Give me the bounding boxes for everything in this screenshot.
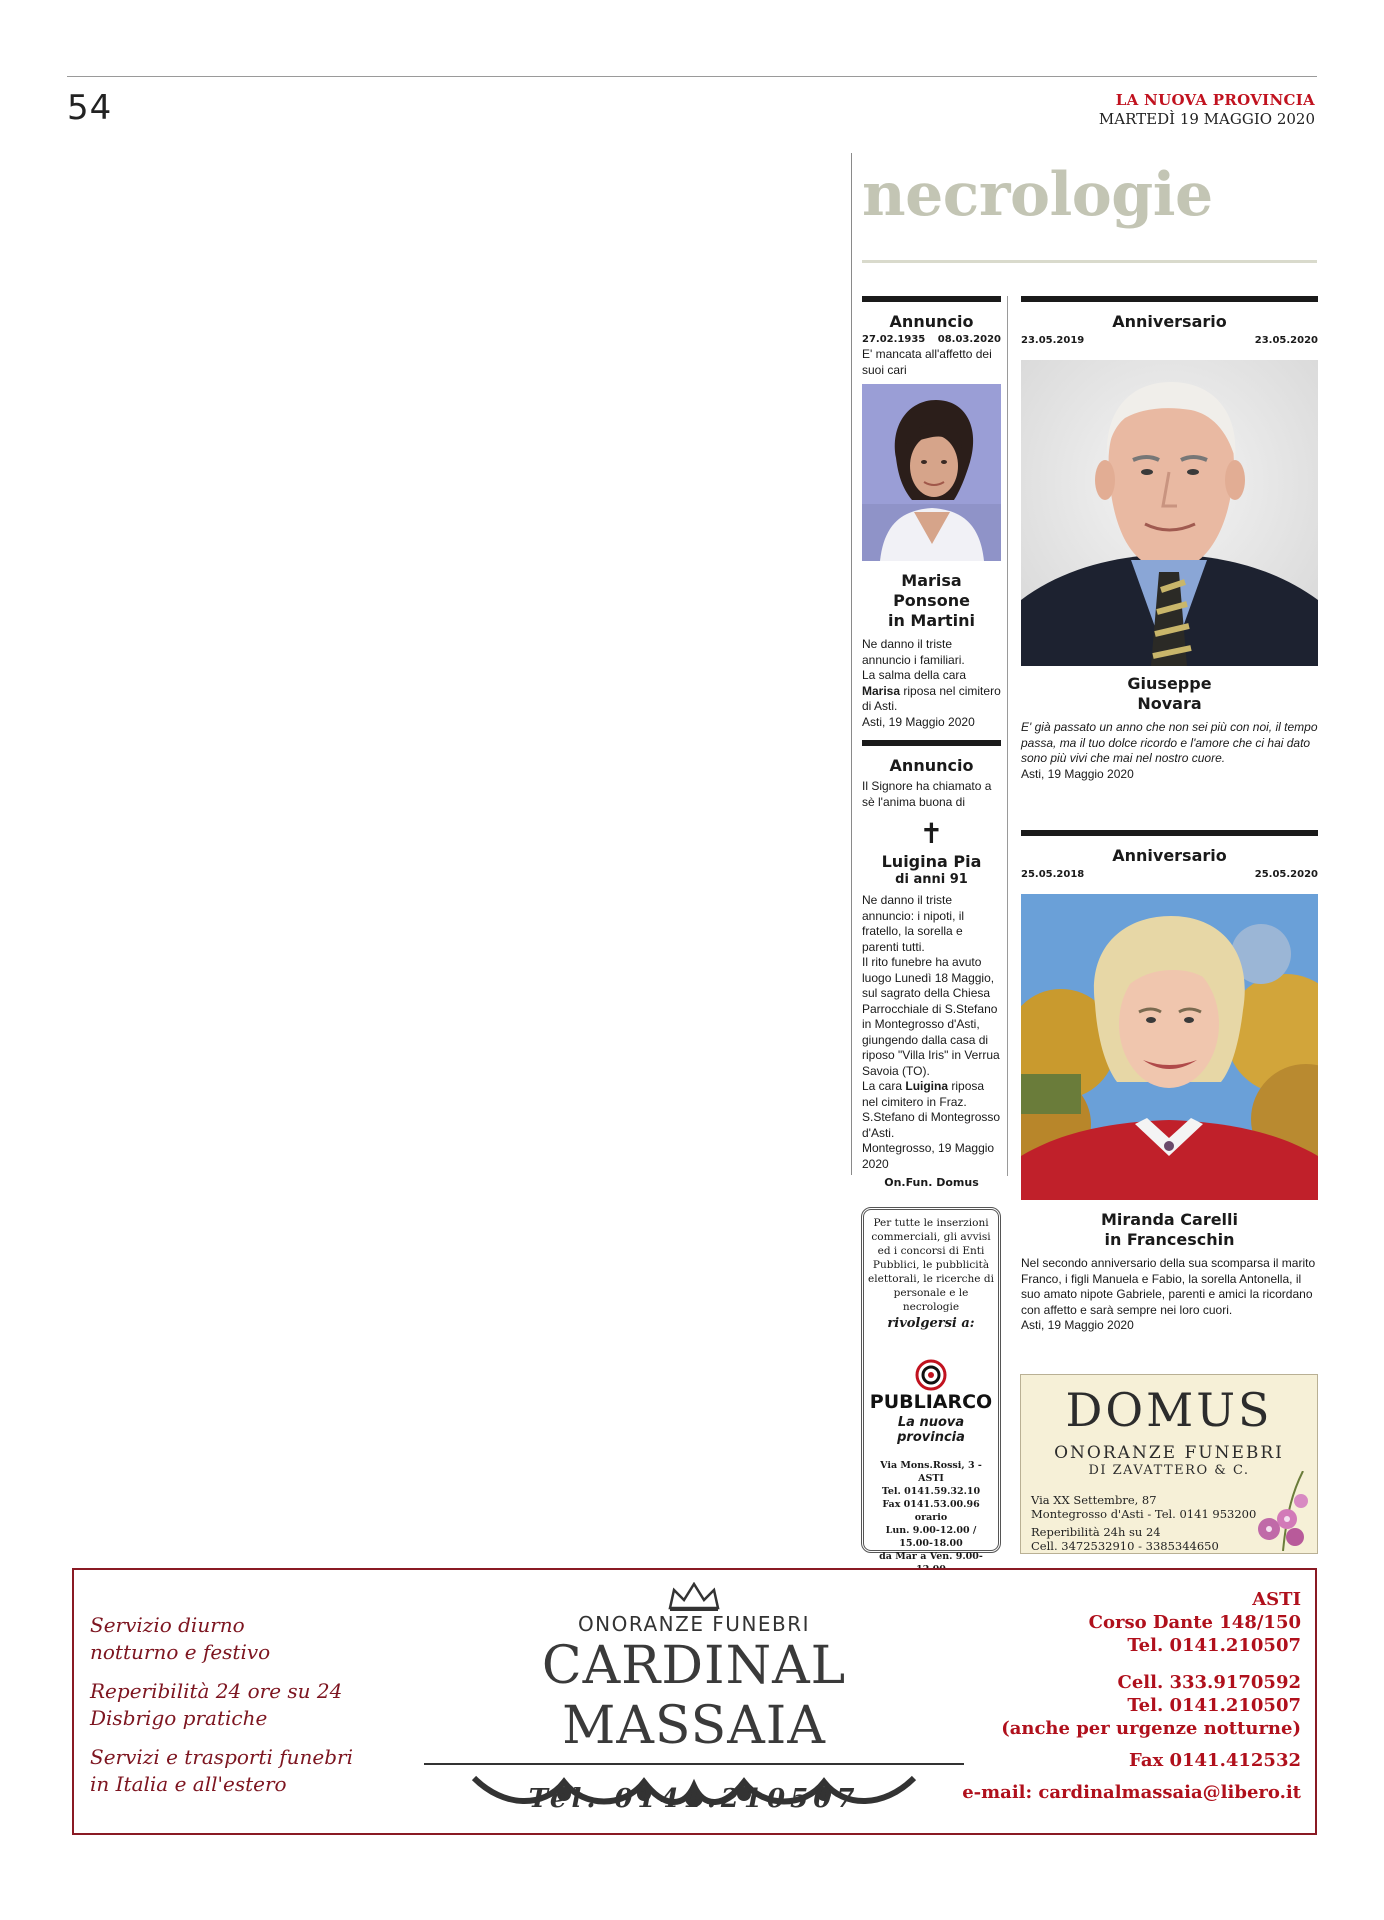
place-date: Montegrosso, 19 Maggio 2020 [862, 1141, 995, 1171]
text-bold: Marisa [862, 683, 901, 698]
page-number: 54 [67, 88, 113, 128]
cm-city: ASTI [1252, 1589, 1301, 1610]
cm-logo [414, 1582, 974, 1818]
cm-brand: CARDINAL MASSAIA [541, 1636, 847, 1756]
notice-text: E' già passato un anno che non sei più con noi, il tempo passa, ma il tuo dolce ricordo e l'amore che ci hai dato sono più vivi che mai nel nostro cuore. [1021, 720, 1318, 765]
notice-text [862, 893, 1001, 1172]
cm-address: Corso Dante 148/150 [1088, 1612, 1301, 1633]
deceased-name [1021, 674, 1318, 714]
cm-tel-1: Tel. 0141.210507 [1127, 1635, 1301, 1656]
column-separator [1007, 296, 1008, 1176]
domus-reperibilita [1031, 1525, 1219, 1553]
ad-fax: Fax 0141.53.00.96 [882, 1499, 980, 1510]
cm-left-2: notturno e festivo [90, 1640, 271, 1664]
cm-contacts [962, 1588, 1301, 1804]
date-to: 25.05.2020 [1254, 869, 1318, 880]
publiarco-logo-text: PUBLIARCO [869, 1391, 993, 1413]
portrait-giuseppe-image [1021, 360, 1318, 666]
cm-tel-2: Tel. 0141.210507 [1127, 1695, 1301, 1716]
date-to: 23.05.2020 [1254, 335, 1318, 346]
ad-hours-2: da Mar a Ven. 9.00- [879, 1551, 983, 1562]
notice-intro: E' mancata all'affetto dei suoi cari [862, 347, 992, 377]
notice-bar [1021, 830, 1318, 836]
ad-intro: Per tutte le inserzioni commerciali, gli avvisi ed i concorsi di Enti Pubblici, le pubblicità elettorali, le ricerche di personale e le necrologie [868, 1217, 994, 1313]
cm-left-6: in Italia e all'estero [90, 1772, 287, 1796]
name-line-1: Giuseppe [1127, 674, 1212, 693]
notice-giuseppe [1021, 296, 1318, 782]
publiarco-ad [861, 1207, 1001, 1562]
cm-cell: Cell. 333.9170592 [1117, 1672, 1301, 1693]
cm-onoranze: ONORANZE FUNEBRI [577, 1612, 811, 1636]
ad-hours-label: orario [914, 1512, 948, 1523]
portrait-giuseppe [1021, 360, 1318, 666]
deceased-name [1021, 1210, 1318, 1250]
text-post: riposa nel cimitero di Asti. [862, 683, 1001, 713]
place-date: Asti, 19 Maggio 2020 [1021, 1318, 1134, 1332]
ad-tel: Tel. 0141.59.32.10 [881, 1486, 981, 1497]
crown-icon [664, 1582, 724, 1612]
date-from: 23.05.2019 [1021, 335, 1085, 346]
cm-night: (anche per urgenze notturne) [1001, 1718, 1301, 1739]
paper-logo: La nuova provincia [897, 1415, 965, 1445]
ad-rivolgersi: rivolgersi a: [887, 1316, 975, 1331]
place-date: Asti, 19 Maggio 2020 [1021, 766, 1134, 781]
section-rule [862, 260, 1317, 263]
cm-left-5: Servizi e trasporti funebri [90, 1745, 354, 1769]
notice-bar [862, 296, 1001, 302]
notice-heading: Anniversario [1112, 312, 1227, 331]
name-line-1: Miranda Carelli [1100, 1210, 1239, 1229]
name-line-1: Marisa Ponsone [893, 571, 970, 610]
notice-text-2 [862, 668, 1001, 715]
notice-text-1: Ne danno il triste annuncio i familiari. [862, 637, 965, 667]
paper-name: LA NUOVA PROVINCIA [1115, 91, 1315, 109]
portrait-marisa-image [862, 384, 1001, 561]
notice-intro: Il Signore ha chiamato a sè l'anima buona di [862, 779, 992, 809]
column-rule [851, 153, 852, 1175]
notice-heading: Annuncio [889, 312, 974, 331]
target-icon [883, 1351, 979, 1391]
cm-left-3: Reperibilità 24 ore su 24 [90, 1679, 343, 1703]
deceased-name: Luigina Pia [881, 852, 982, 871]
name-line-2: Novara [1137, 694, 1202, 713]
ad-hours-1: Lun. 9.00-12.00 / 15.00-18.00 [885, 1525, 977, 1549]
domus-cell: Cell. 3472532910 - 3385344650 [1031, 1539, 1219, 1553]
cross-icon: ✝ [919, 817, 944, 850]
notice-text: Nel secondo anniversario della sua scomparsa il marito Franco, i figli Manuela e Fabio, la sorella Antonella, il suo amato nipote Gabriele, parenti e amici la ricordano con affetto e sarà sempre nei loro cuori. [1021, 1256, 1316, 1317]
portrait-miranda-image [1021, 894, 1318, 1200]
notice-heading: Annuncio [889, 756, 974, 775]
issue-date: MARTEDÌ 19 MAGGIO 2020 [1098, 110, 1315, 128]
notice-text-3 [862, 1079, 1001, 1141]
date-birth: 27.02.1935 [862, 334, 926, 345]
date-death: 08.03.2020 [937, 334, 1001, 345]
notice-bar [1021, 296, 1318, 302]
cardinal-massaia-ad [72, 1568, 1317, 1835]
text-bold: Luigina [905, 1079, 949, 1093]
signature: On.Fun. Domus [884, 1176, 979, 1189]
date-from: 25.05.2018 [1021, 869, 1085, 880]
deceased-name [862, 571, 1001, 631]
cm-tel: Tel. 0141.210507 [528, 1784, 860, 1814]
name-line-2: in Martini [887, 611, 976, 630]
cm-left-1: Servizio diurno [90, 1613, 245, 1637]
section-title: necrologie [862, 160, 1213, 230]
domus-line-2: DI ZAVATTERO & C. [1088, 1463, 1250, 1478]
orchid-icon [1243, 1471, 1313, 1551]
notice-luigina [862, 740, 1001, 1189]
masthead [1099, 91, 1315, 128]
place-date: Asti, 19 Maggio 2020 [862, 714, 975, 729]
domus-address [1031, 1493, 1256, 1521]
domus-ad [1020, 1374, 1318, 1554]
name-line-2: in Franceschin [1104, 1230, 1235, 1249]
notice-text-2: Il rito funebre ha avuto luogo Lunedì 18 Maggio, sul sagrato della Chiesa Parrocchiale di S.Stefano in Montegrosso d'Asti, giungendo dalla casa di riposo "Villa Iris" in Verrua Savoia (TO). [862, 955, 1000, 1078]
ad-address: Via Mons.Rossi, 3 - ASTI [880, 1460, 982, 1484]
domus-address-1: Via XX Settembre, 87 [1031, 1493, 1157, 1507]
notice-text [862, 637, 1001, 730]
notice-bar [862, 740, 1001, 746]
cm-left-4: Disbrigo pratiche [90, 1706, 268, 1730]
notice-marisa [862, 296, 1001, 730]
cm-email: e-mail: cardinalmassaia@libero.it [962, 1782, 1301, 1803]
domus-address-2: Montegrosso d'Asti - Tel. 0141 953200 [1031, 1507, 1257, 1521]
notice-dates [862, 334, 1001, 345]
domus-line-1: ONORANZE FUNEBRI [1054, 1443, 1284, 1463]
notice-dates [1021, 335, 1318, 346]
deceased-age: di anni 91 [895, 872, 968, 887]
notice-miranda [1021, 830, 1318, 1334]
portrait-marisa [862, 384, 1001, 561]
publiarco-logo [868, 1351, 994, 1413]
notice-text-1: Ne danno il triste annuncio: i nipoti, il fratello, la sorella e parenti tutti. [862, 893, 965, 954]
text-pre: La salma della cara [862, 668, 967, 682]
notice-heading: Anniversario [1112, 846, 1227, 865]
domus-rep-line: Reperibilità 24h su 24 [1031, 1525, 1161, 1539]
notice-dates [1021, 869, 1318, 880]
portrait-miranda [1021, 894, 1318, 1200]
text-post: riposa nel cimitero in Fraz. S.Stefano di Montegrosso d'Asti. [862, 1079, 1001, 1140]
text-pre: La cara [862, 1079, 906, 1093]
top-rule [67, 76, 1317, 77]
cm-fax: Fax 0141.412532 [1129, 1750, 1301, 1771]
cm-services [90, 1612, 353, 1798]
domus-brand: DOMUS [1065, 1383, 1273, 1437]
